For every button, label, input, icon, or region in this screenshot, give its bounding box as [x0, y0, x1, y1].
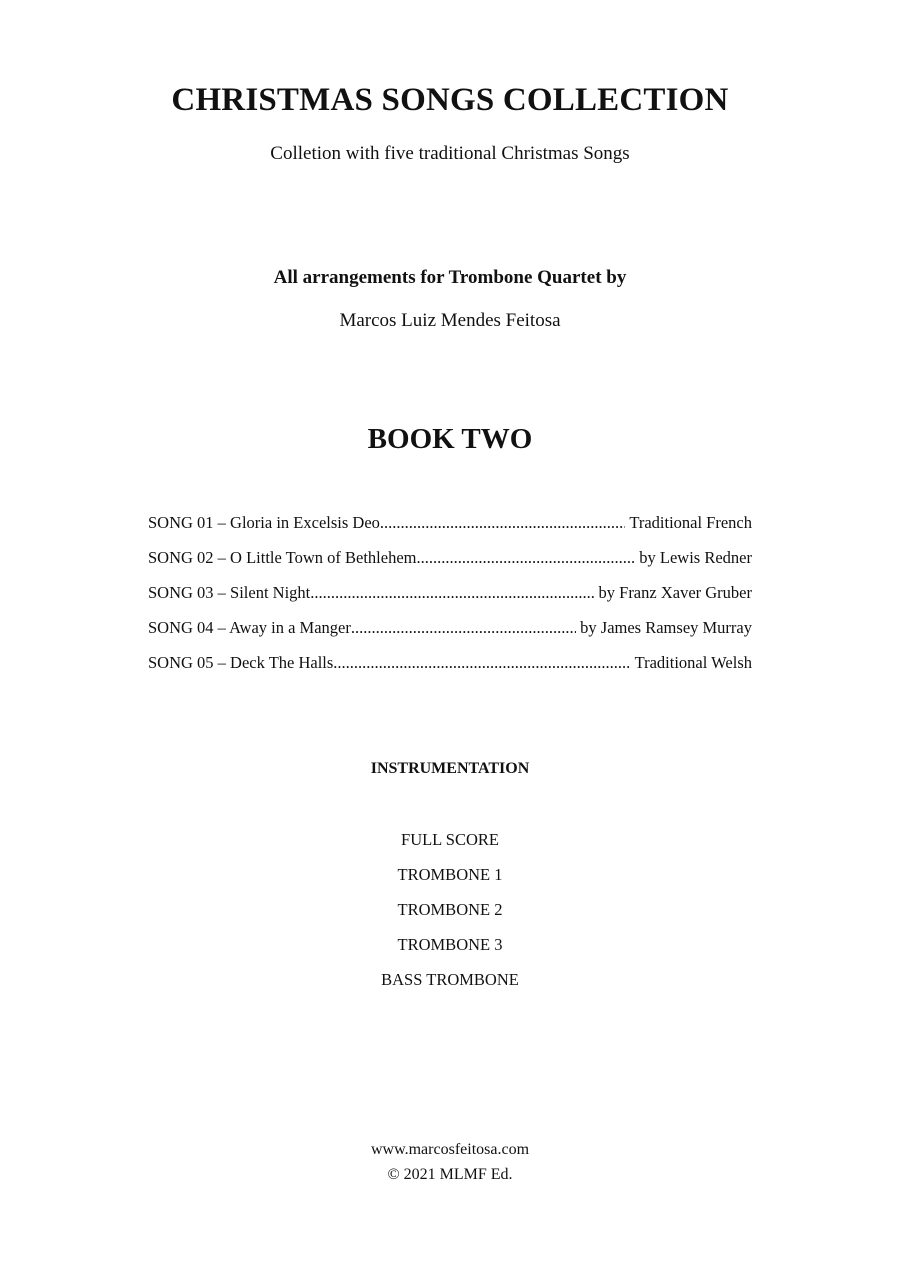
- song-author: Traditional Welsh: [634, 653, 752, 672]
- song-list: [0, 512, 900, 687]
- copyright-notice: © 2021 MLMF Ed.: [387, 1166, 513, 1183]
- instrument-item: TROMBONE 3: [397, 935, 503, 954]
- song-title: SONG 02 – O Little Town of Bethlehem: [148, 548, 417, 567]
- arrangements-label: All arrangements for Trombone Quartet by: [273, 267, 627, 288]
- arranger-name: Marcos Luiz Mendes Feitosa: [339, 310, 561, 331]
- leader-dots: [380, 512, 625, 547]
- song-entry: [0, 512, 900, 547]
- leader-dots: [416, 547, 635, 582]
- song-entry: [0, 652, 900, 687]
- song-entry: [0, 617, 900, 652]
- song-author: Traditional French: [629, 513, 752, 532]
- song-author: by James Ramsey Murray: [580, 618, 752, 637]
- song-author: by Franz Xaver Gruber: [598, 583, 752, 602]
- instrumentation-heading: INSTRUMENTATION: [370, 760, 530, 777]
- leader-dots: [351, 617, 576, 652]
- song-title: SONG 01 – Gloria in Excelsis Deo: [148, 513, 380, 532]
- book-heading: BOOK TWO: [367, 423, 533, 455]
- document-title: CHRISTMAS SONGS COLLECTION: [171, 82, 729, 118]
- song-title: SONG 03 – Silent Night: [148, 583, 311, 602]
- leader-dots: [333, 652, 630, 687]
- instrumentation-list: [0, 829, 900, 1004]
- instrument-item: FULL SCORE: [401, 830, 499, 849]
- instrument-item: BASS TROMBONE: [381, 970, 519, 989]
- song-entry: [0, 547, 900, 582]
- song-author: by Lewis Redner: [639, 548, 752, 567]
- song-entry: [0, 582, 900, 617]
- instrument-item: TROMBONE 2: [397, 900, 503, 919]
- website-link[interactable]: www.marcosfeitosa.com: [370, 1141, 530, 1158]
- instrument-item: TROMBONE 1: [397, 865, 503, 884]
- song-title: SONG 04 – Away in a Manger: [148, 618, 351, 637]
- document-subtitle: Colletion with five traditional Christmas Songs: [270, 143, 630, 164]
- leader-dots: [310, 582, 594, 617]
- song-title: SONG 05 – Deck The Halls: [148, 653, 334, 672]
